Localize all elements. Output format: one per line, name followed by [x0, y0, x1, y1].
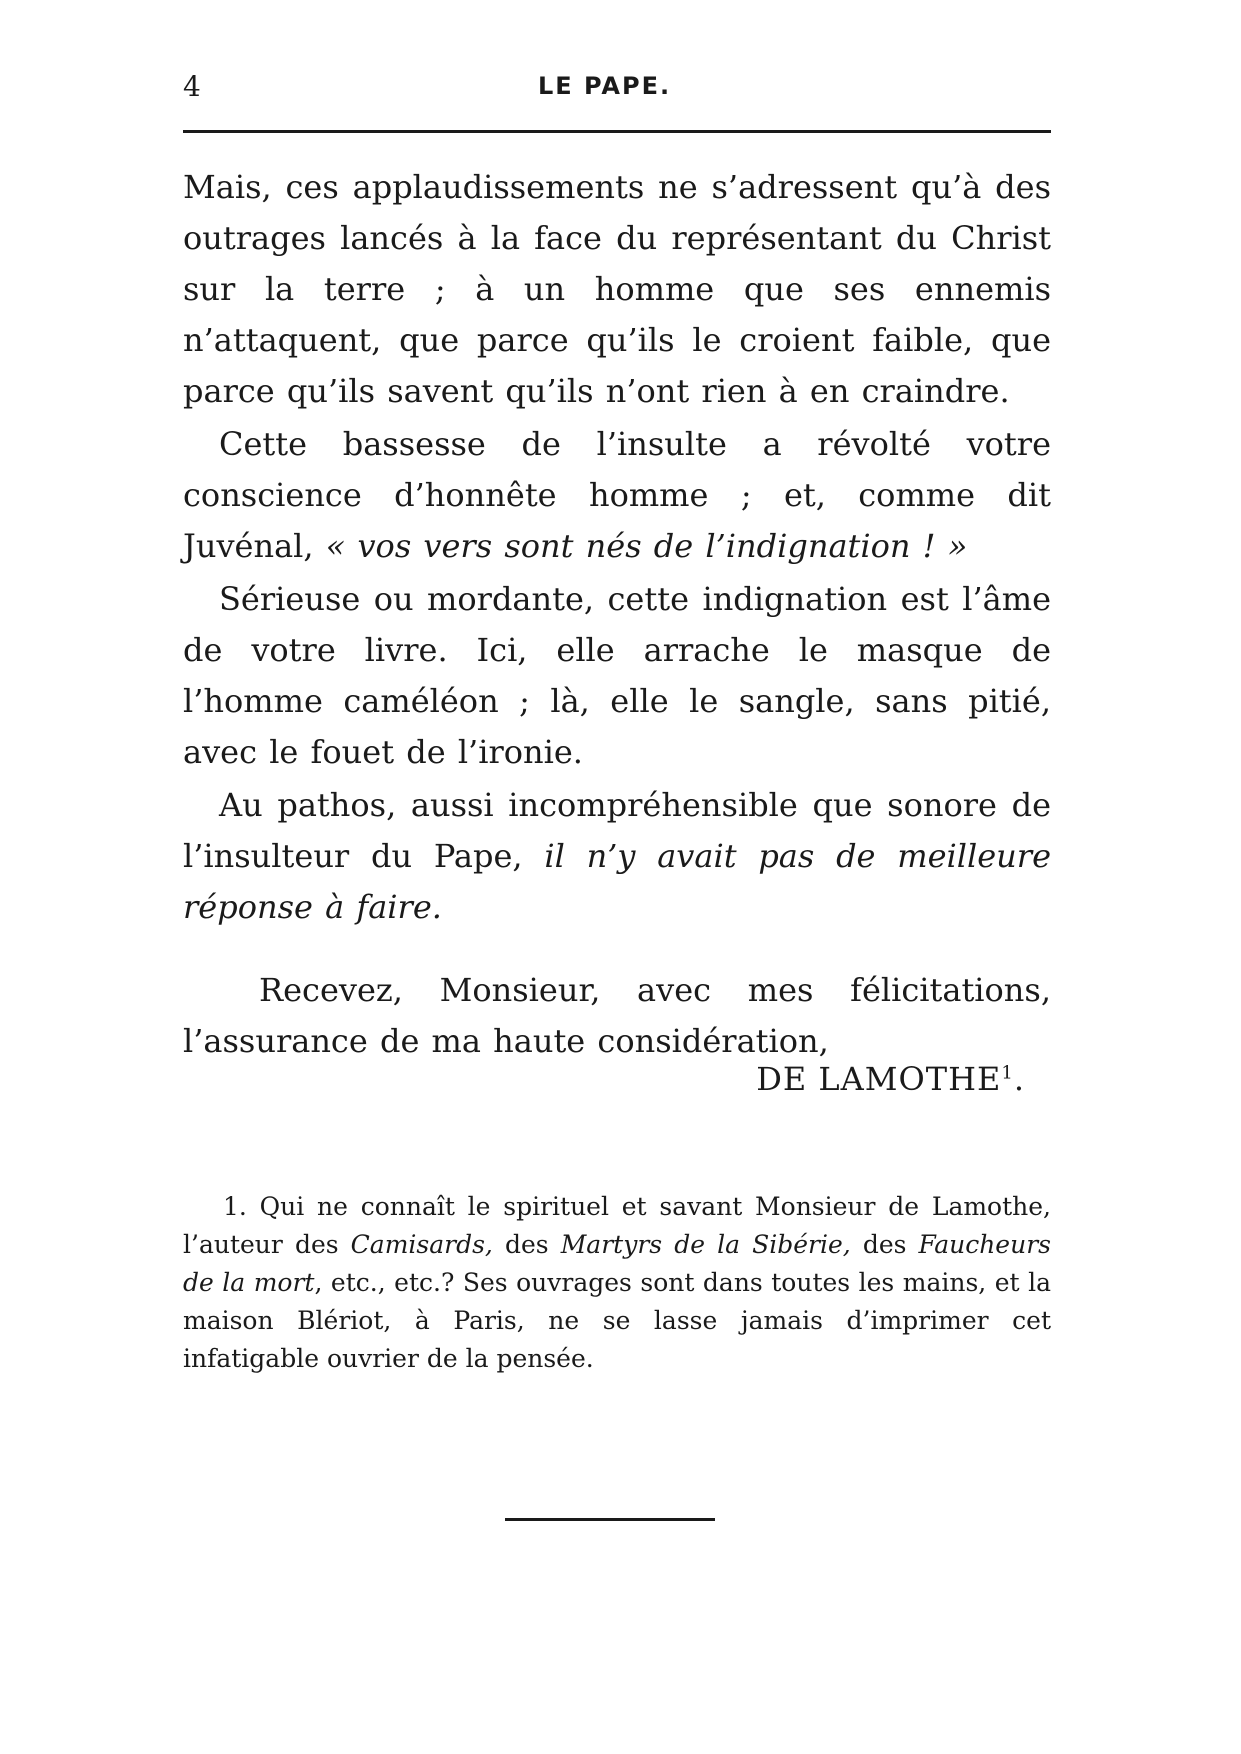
paragraph-2-quote: « vos vers sont nés de l’indignation ! »: [325, 527, 968, 565]
paragraph-4-text: Au pathos, aussi incompréhensible que sonore de l’insulteur du Pape,: [183, 786, 1051, 875]
footnote-number: 1.: [223, 1192, 247, 1221]
paragraph-2: [183, 419, 1051, 572]
footnote: [183, 1188, 1051, 1378]
signature: [183, 1060, 1051, 1098]
footnote-text-4: , etc., etc.? Ses ouvrages sont dans toutes les mains, et la maison Blériot, à Paris, ne se lasse jamais d’imprimer cet infatigable ouvrier de la pensée.: [183, 1268, 1051, 1373]
paragraph-4-italic: il n’y avait pas de meilleure réponse à faire.: [183, 837, 1052, 926]
signature-period: .: [1013, 1060, 1025, 1098]
paragraph-3: Sérieuse ou mordante, cette indignation est l’âme de votre livre. Ici, elle arrache le masque de l’homme caméléon ; là, elle le sangle, sans pitié, avec le fouet de l’ironie.: [183, 580, 1051, 771]
footnote-title-2: Martyrs de la Sibérie,: [560, 1230, 851, 1259]
footnote-text-1: Qui ne connaît le spirituel et savant Monsieur de Lamothe, l’auteur des: [183, 1192, 1051, 1259]
paragraph-4: [183, 780, 1051, 933]
footnote-mark: 1: [1001, 1062, 1014, 1084]
footnote-title-3: Faucheurs de la mort: [183, 1230, 1051, 1297]
paragraph-1: Mais, ces applaudissements ne s’adressent qu’à des outrages lancés à la face du représentant du Christ sur la terre ; à un homme que ses ennemis n’attaquent, que parce qu’ils le croient faible, que parce qu’ils savent qu’ils n’ont rien à en craindre.: [183, 168, 1051, 410]
end-rule: [505, 1518, 715, 1521]
footnote-text-3: des: [850, 1230, 919, 1259]
footnote-title-1: Camisards,: [350, 1230, 493, 1259]
signature-name: DE LAMOTHE: [756, 1060, 1002, 1098]
running-head: [183, 70, 1055, 110]
body-text: [183, 162, 1051, 1067]
closing-paragraph: Recevez, Monsieur, avec mes félicitations, l’assurance de ma haute considération,: [183, 971, 1051, 1060]
footnote-text-2: des: [492, 1230, 561, 1259]
running-title: LE PAPE.: [538, 72, 672, 100]
paragraph-2-text: Cette bassesse de l’insulte a révolté votre conscience d’honnête homme ; et, comme dit Juvénal,: [183, 425, 1051, 565]
header-rule: [183, 130, 1051, 133]
page-number: 4: [183, 70, 201, 103]
